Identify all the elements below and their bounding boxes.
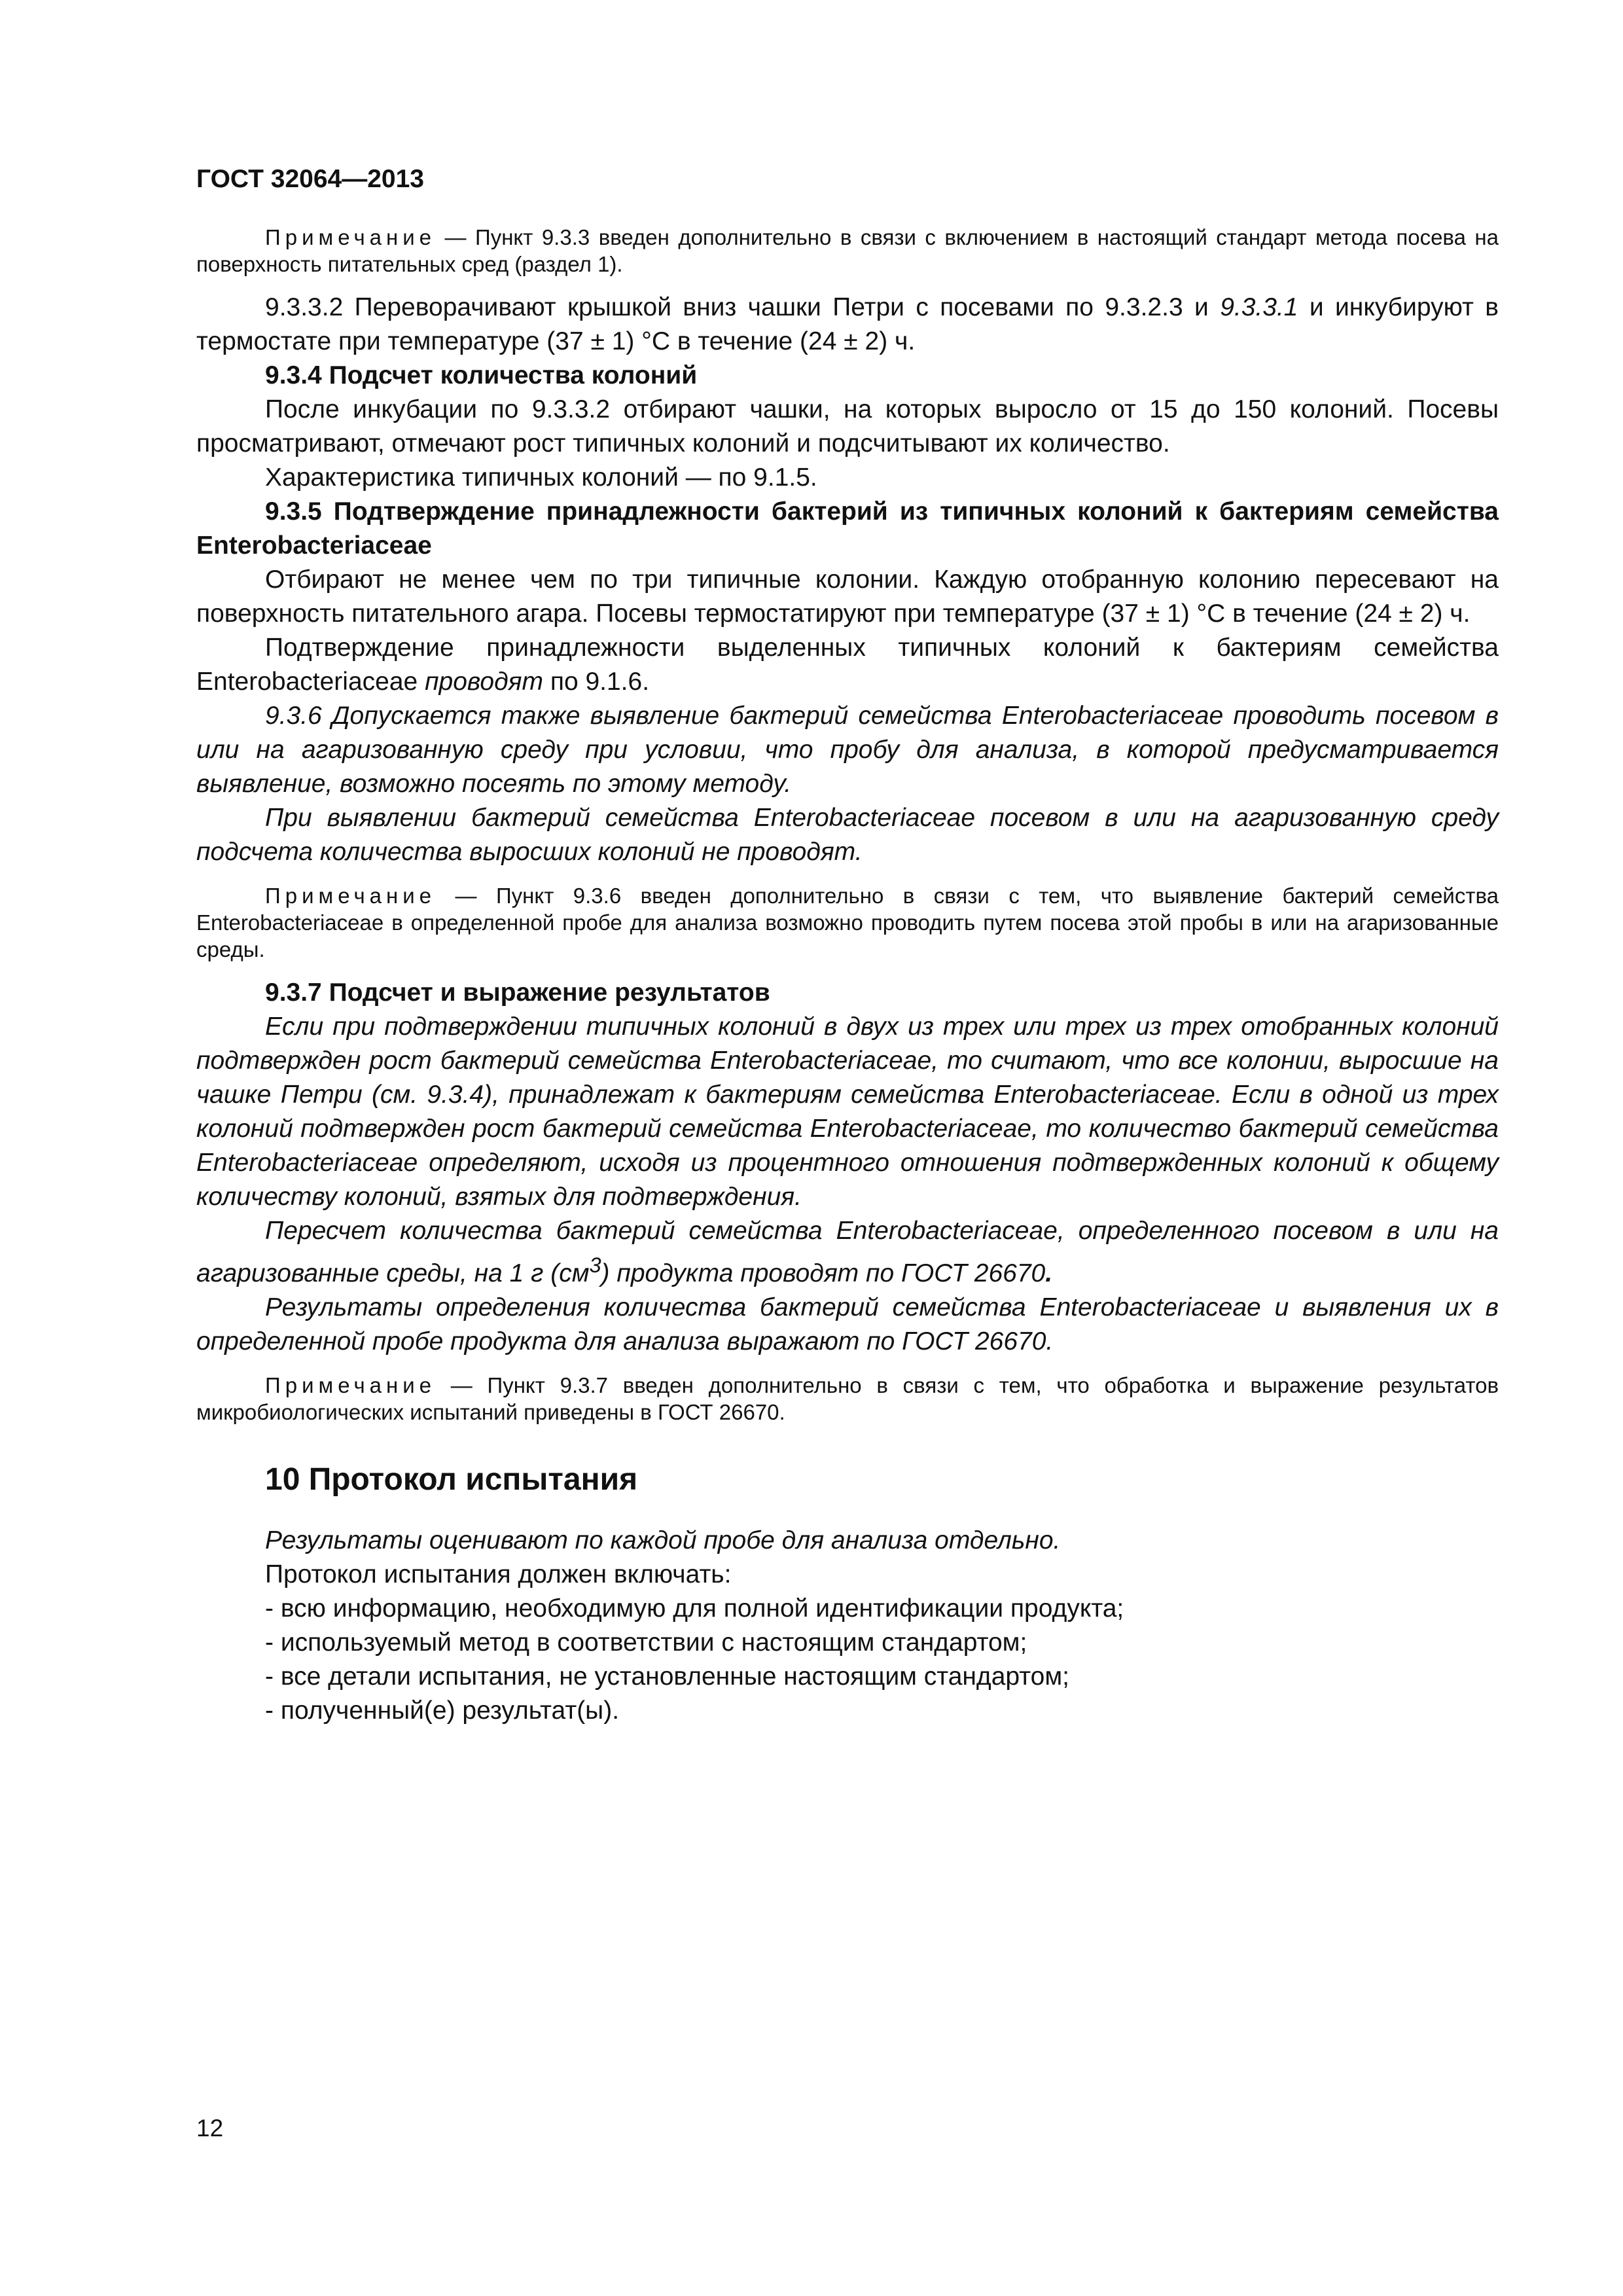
note-label: Примечание [265,225,437,249]
note-1 [196,224,1499,278]
list-item: - полученный(е) результат(ы). [265,1696,620,1725]
paragraph-9-3-7-2 [196,1214,1499,1291]
section-10-paragraph-2: Протокол испытания должен включать: [265,1560,732,1588]
text-run: Пересчет количества бактерий семейства Enterobacteriaceae, определенного посевом в или на агаризованные среды, на 1 г (см [196,1217,1499,1287]
text-run: и инкубируют в термостате при температуре (37 ± 1) °С в течение (24 ± 2) ч. [196,293,1499,355]
note-2 [196,882,1499,963]
heading-9-3-7: 9.3.7 Подсчет и выражение результатов [265,978,770,1007]
paragraph-9-3-4-2: Характеристика типичных колоний — по 9.1.5. [265,463,817,492]
paragraph-9-3-5-1: Отбирают не менее чем по три типичные колонии. Каждую отобранную колонию пересевают на поверхность питательного агара. Посевы термостатируют при температуре (37 ± 1) °С в течение (24 ± 2) ч. [196,565,1499,628]
paragraph-9-3-7-1: Если при подтверждении типичных колоний в двух из трех или трех из трех отобранных колоний подтвержден рост бактерий семейства Enterobacteriaceae, то считают, что все колонии, выросшие на чашке Петри (см. 9.3.4), принадлежат к бактериям семейства Enterobacteriaceae. Если в одной из трех колоний подтвержден рост бактерий семейства Enterobacteriaceae, то количество бактерий семейства Enterobacteriaceae определяют, исходя из процентного отношения подтвержденных колоний к общему количеству колоний, взятых для подтверждения. [196,1013,1499,1211]
heading-9-3-4: 9.3.4 Подсчет количества колоний [265,361,698,389]
section-10-paragraph-1: Результаты оценивают по каждой пробе для анализа отдельно. [265,1526,1061,1554]
text-run: 9.3.3.2 Переворачивают крышкой вниз чашки Петри с посевами по 9.3.2.3 и [265,293,1221,321]
page-content [196,164,1499,1728]
text-run: по 9.1.6. [543,668,650,696]
paragraph-9-3-6-1: 9.3.6 Допускается также выявление бактерий семейства Enterobacteriaceae проводить посевом в или на агаризованную среду при условии, что пробу для анализа, в которой предусматривается выявление, возможно посеять по этому методу. [196,702,1499,798]
list-item: - всю информацию, необходимую для полной идентификации продукта; [265,1594,1124,1623]
list-item: - используемый метод в соответствии с настоящим стандартом; [265,1628,1027,1657]
text-run: Подтверждение принадлежности выделенных типичных колоний к бактериям семейства Enterobacteriaceae [196,634,1499,696]
note-3 [196,1372,1499,1426]
note-text: — Пункт 9.3.7 введен дополнительно в связи с тем, что обработка и выражение результатов микробиологических испытаний приведены в ГОСТ 26670. [196,1373,1499,1424]
document-header: ГОСТ 32064—2013 [196,165,424,193]
heading-9-3-5: 9.3.5 Подтверждение принадлежности бактерий из типичных колоний к бактериям семейства Enterobacteriaceae [196,497,1499,560]
section-10-heading: 10 Протокол испытания [265,1462,638,1497]
note-text: — Пункт 9.3.3 введен дополнительно в связи с включением в настоящий стандарт метода посева на поверхность питательных сред (раздел 1). [196,225,1499,276]
paragraph-9-3-7-3: Результаты определения количества бактерий семейства Enterobacteriaceae и выявления их в определенной пробе продукта для анализа выражают по ГОСТ 26670. [196,1293,1499,1355]
page-number: 12 [196,2115,224,2142]
note-text: — Пункт 9.3.6 введен дополнительно в связи с тем, что выявление бактерий семейства Enterobacteriaceae в определенной пробе для анализа возможно проводить путем посева этой пробы в или на агаризованные среды. [196,884,1499,961]
note-label: Примечание [265,884,437,908]
italic-ref: 9.3.3.1 [1220,293,1298,321]
paragraph-9-3-6-2: При выявлении бактерий семейства Enterobacteriaceae посевом в или на агаризованную среду подсчета количества выросших колоний не проводят. [196,804,1499,866]
italic-word: проводят [425,668,543,696]
paragraph-9-3-3-2 [196,291,1499,359]
text-run: ) продукта проводят по ГОСТ 26670 [601,1259,1046,1287]
paragraph-9-3-4-1: После инкубации по 9.3.3.2 отбирают чашки, на которых выросло от 15 до 150 колоний. Посевы просматривают, отмечают рост типичных колоний и подсчитывают их количество. [196,395,1499,457]
superscript: 3 [589,1253,601,1277]
list-item: - все детали испытания, не установленные настоящим стандартом; [265,1662,1069,1691]
text-run: . [1045,1259,1053,1287]
note-label: Примечание [265,1373,437,1397]
paragraph-9-3-5-2 [196,631,1499,699]
